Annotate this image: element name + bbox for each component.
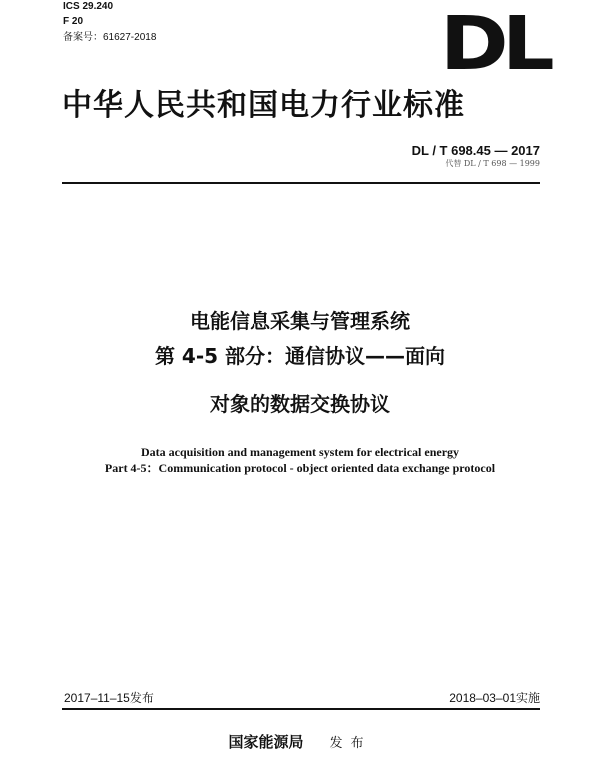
- title-zh-line2: 第 4-5 部分：通信协议——面向: [154, 344, 446, 368]
- implementation-date: 2018–03–01实施: [449, 691, 540, 705]
- title-en-line2: Part 4-5：Communication protocol - object oriented data exchange protocol: [104, 461, 496, 475]
- classification-code: F 20: [63, 16, 84, 27]
- title-en-line1: Data acquisition and management system for electrical energy: [140, 445, 460, 459]
- bottom-divider: [62, 708, 540, 710]
- record-number: 备案号：61627-2018: [63, 32, 157, 43]
- ics-code: ICS 29.240: [63, 1, 114, 12]
- top-divider: [62, 182, 540, 184]
- publisher-name: 国家能源局: [228, 733, 304, 751]
- replaces-note: 代替 DL / T 698 — 1999: [445, 159, 540, 168]
- title-zh-line3: 对象的数据交换协议: [210, 392, 390, 416]
- dl-logo: DL: [439, 1, 548, 87]
- issue-date: 2017–11–15发布: [64, 691, 154, 705]
- standard-category: 中华人民共和国电力行业标准: [62, 88, 465, 123]
- publisher: [0, 730, 600, 756]
- standard-code: DL / T 698.45 — 2017: [411, 143, 540, 158]
- publisher-action: 发布: [329, 736, 372, 751]
- title-zh-line1: 电能信息采集与管理系统: [190, 309, 410, 333]
